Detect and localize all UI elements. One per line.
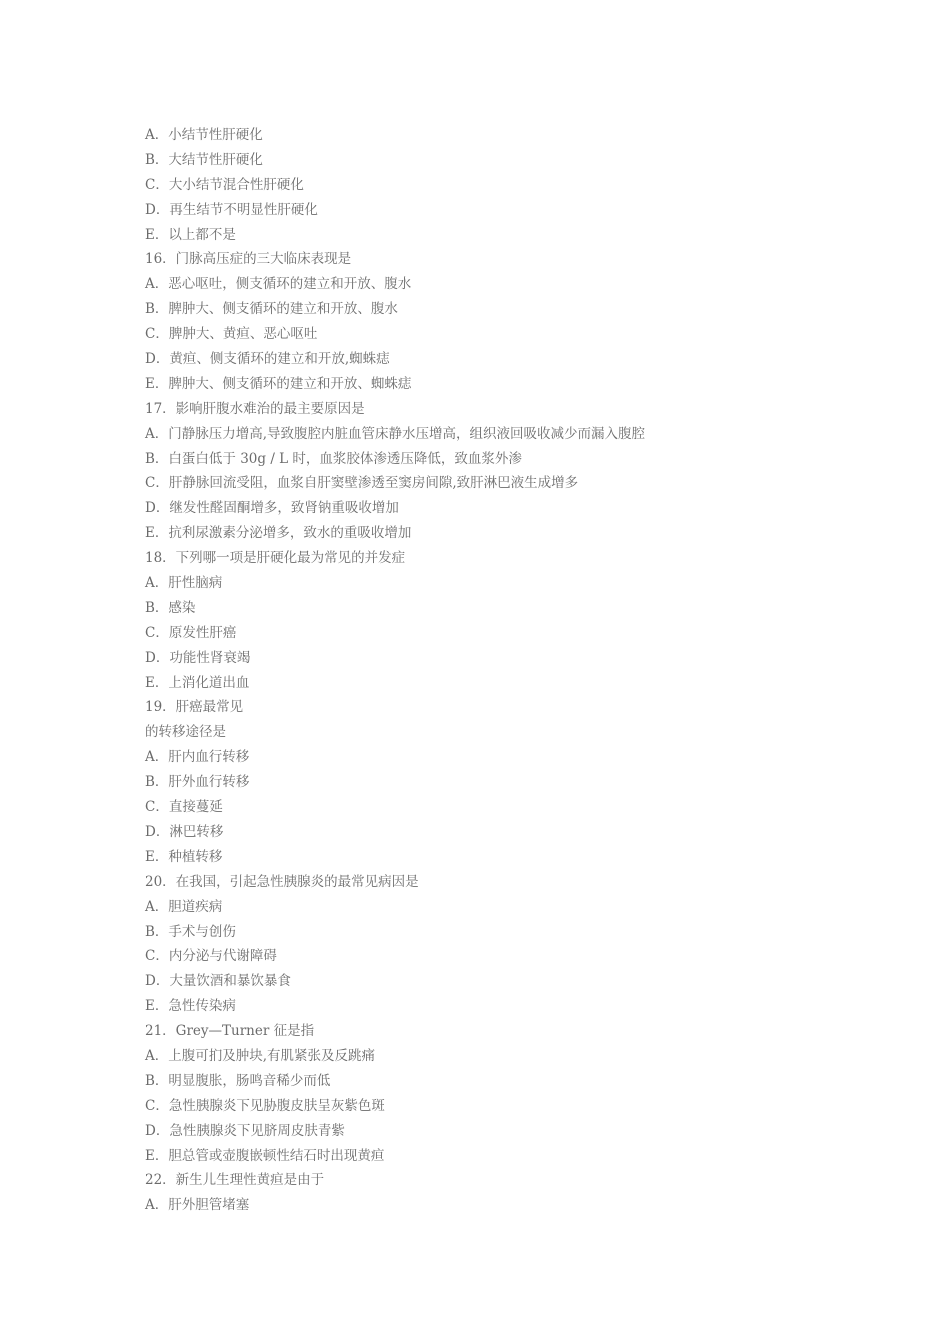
option-line: A．小结节性肝硬化 (145, 127, 263, 143)
option-line: E．脾肿大、侧支循环的建立和开放、蜘蛛痣 (145, 375, 412, 392)
question-line: 21．Grey—Turner 征是指 (145, 1023, 315, 1040)
option-line: D．淋巴转移 (145, 823, 224, 840)
option-line: A．上腹可扪及肿块,有肌紧张及反跳痛 (145, 1047, 376, 1064)
option-line: D．大量饮酒和暴饮暴食 (145, 973, 291, 990)
question-line: 20．在我国，引起急性胰腺炎的最常见病因是 (145, 873, 419, 890)
question-line: 19．肝癌最常见 (145, 699, 244, 716)
option-line: D．功能性肾衰竭 (145, 649, 251, 666)
option-line: A．肝内血行转移 (145, 749, 250, 766)
question-line: 17．影响肝腹水难治的最主要原因是 (145, 400, 365, 417)
option-line: D．急性胰腺炎下见脐周皮肤青紫 (145, 1122, 345, 1139)
option-line: B．白蛋白低于 30g / L 时，血浆胶体渗透压降低，致血浆外渗 (145, 450, 522, 467)
option-line: B．手术与创伤 (145, 923, 236, 940)
option-line: D．继发性醛固酮增多，致肾钠重吸收增加 (145, 500, 399, 517)
option-line: A．肝外胆管堵塞 (145, 1197, 250, 1214)
option-line: A．胆道疾病 (145, 898, 223, 915)
option-line: E．上消化道出血 (145, 674, 250, 691)
option-line: B．肝外血行转移 (145, 774, 250, 791)
option-line: B．大结节性肝硬化 (145, 151, 263, 168)
option-line: C．内分泌与代谢障碍 (145, 948, 277, 965)
option-line: E．急性传染病 (145, 998, 236, 1015)
option-line: D．再生结节不明显性肝硬化 (145, 201, 318, 218)
option-line: B．脾肿大、侧支循环的建立和开放、腹水 (145, 301, 398, 318)
question-line: 22．新生儿生理性黄疸是由于 (145, 1172, 325, 1189)
option-line: B．感染 (145, 599, 196, 616)
option-line: A．恶心呕吐，侧支循环的建立和开放、腹水 (145, 276, 412, 293)
option-line: C．直接蔓延 (145, 799, 223, 816)
option-line: A．肝性脑病 (145, 575, 223, 592)
document-body (145, 123, 845, 1218)
option-line: E．胆总管或壶腹嵌顿性结石时出现黄疸 (145, 1147, 385, 1164)
option-line: E．以上都不是 (145, 226, 236, 243)
option-line: C．原发性肝癌 (145, 624, 237, 641)
option-line: E．抗利尿激素分泌增多，致水的重吸收增加 (145, 525, 412, 542)
question-line: 18．下列哪一项是肝硬化最为常见的并发症 (145, 550, 406, 567)
option-line: C．急性胰腺炎下见胁腹皮肤呈灰紫色斑 (145, 1097, 385, 1114)
option-line: D．黄疸、侧支循环的建立和开放,蜘蛛痣 (145, 351, 390, 368)
option-line: C．肝静脉回流受阻，血浆自肝窦壁渗透至窦房间隙,致肝淋巴液生成增多 (145, 475, 579, 492)
option-line: E．种植转移 (145, 848, 223, 865)
option-line: B．明显腹胀，肠鸣音稀少而低 (145, 1072, 331, 1089)
question-line: 16．门脉高压症的三大临床表现是 (145, 251, 352, 268)
option-line: A．门静脉压力增高,导致腹腔内脏血管床静水压增高，组织液回吸收减少而漏入腹腔 (145, 425, 646, 442)
option-line: C．大小结节混合性肝硬化 (145, 176, 304, 193)
question-line: 的转移途径是 (145, 724, 226, 741)
option-line: C．脾肿大、黄疸、恶心呕吐 (145, 326, 318, 343)
